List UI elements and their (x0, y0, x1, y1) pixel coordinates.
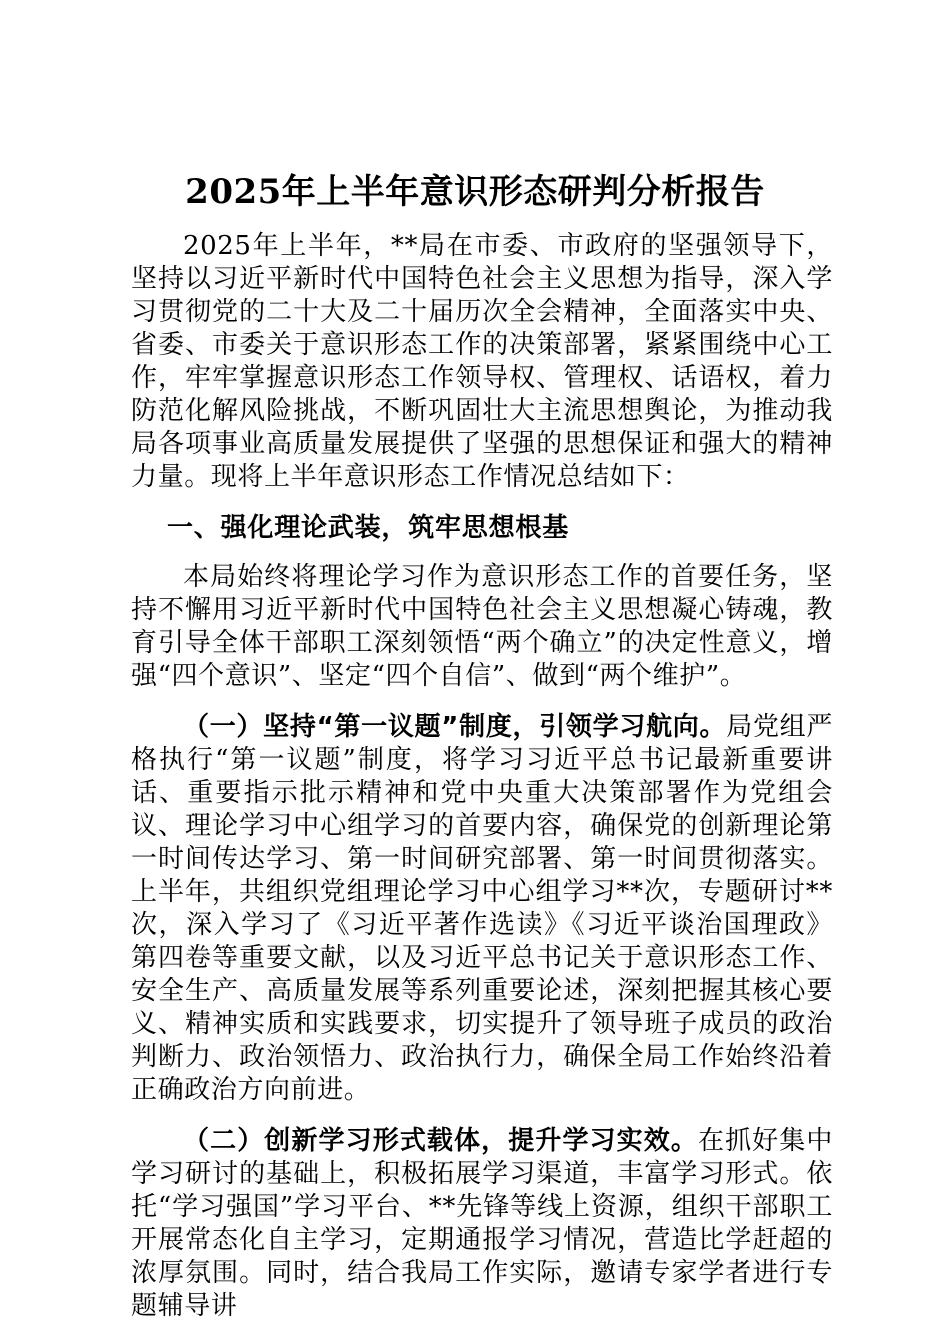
subsection-2-body: 在抓好集中学习研讨的基础上，积极拓展学习渠道，丰富学习形式。依托“学习强国”学习平台、**先锋等线上资源，组织干部职工开展常态化自主学习，定期通报学习情况，营造比学赶超的浓厚氛围。同时，结合我局工作实际，邀请专家学者进行专题辅导讲 (131, 1126, 833, 1321)
subsection-1-heading: （一）坚持“第一议题”制度，引领学习航向。 (183, 712, 727, 742)
subsection-1-paragraph (131, 711, 833, 1107)
intro-paragraph: 2025年上半年，**局在市委、市政府的坚强领导下，坚持以习近平新时代中国特色社会主义思想为指导，深入学习贯彻党的二十大及二十届历次全会精神，全面落实中央、省委、市委关于意识形态工作的决策部署，紧紧围绕中心工作，牢牢掌握意识形态工作领导权、管理权、话语权，着力防范化解风险挑战，不断巩固壮大主流思想舆论，为推动我局各项事业高质量发展提供了坚强的思想保证和强大的精神力量。现将上半年意识形态工作情况总结如下： (131, 231, 833, 492)
subsection-2-heading: （二）创新学习形式载体，提升学习实效。 (183, 1126, 698, 1156)
document-body (131, 230, 833, 1341)
section-1-paragraph: 本局始终将理论学习作为意识形态工作的首要任务，坚持不懈用习近平新时代中国特色社会主义思想凝心铸魂，教育引导全体干部职工深刻领悟“两个确立”的决定性意义，增强“四个意识”、坚定“四个自信”、做到“两个维护”。 (131, 562, 833, 691)
subsection-2-paragraph (131, 1125, 833, 1323)
subsection-1-body: 局党组严格执行“第一议题”制度，将学习习近平总书记最新重要讲话、重要指示批示精神和党中央重大决策部署作为党组会议、理论学习中心组学习的首要内容，确保党的创新理论第一时间传达学习、第一时间研究部署、第一时间贯彻落实。上半年，共组织党组理论学习中心组学习**次，专题研讨**次，深入学习了《习近平著作选读》《习近平谈治国理政》第四卷等重要文献，以及习近平总书记关于意识形态工作、安全生产、高质量发展等系列重要论述，深刻把握其核心要义、精神实质和实践要求，切实提升了领导班子成员的政治判断力、政治领悟力、政治执行力，确保全局工作始终沿着正确政治方向前进。 (131, 712, 834, 1105)
section-1-heading: 一、强化理论武装，筑牢思想根基 (167, 513, 570, 543)
document-title: 2025年上半年意识形态研判分析报告 (185, 172, 765, 212)
